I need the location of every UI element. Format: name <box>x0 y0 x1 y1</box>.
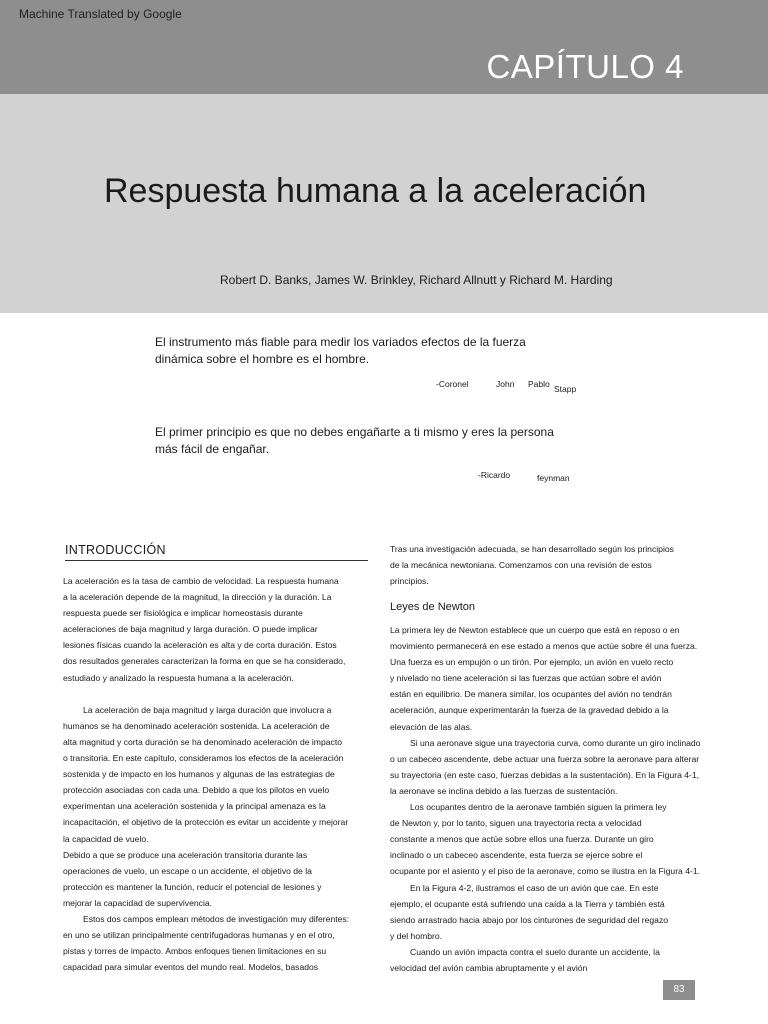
text-line: de la mecánica newtoniana. Comenzamos con una revisión de estos <box>390 560 652 571</box>
text-line: elevación de las alas. <box>390 721 473 732</box>
text-line: protección asociadas con cada una. Debido a que los pilotos en vuelo <box>63 785 330 796</box>
text-line: aceleraciones de baja magnitud y larga duración. O puede implicar <box>63 624 318 635</box>
section-heading-introduccion: INTRODUCCIÓN <box>65 543 368 561</box>
text-line: ocupante por el asiento y el piso de la aeronave, como se ilustra en la Figura 4-1. <box>390 866 701 877</box>
machine-translation-note: Machine Translated by Google <box>19 7 182 21</box>
text-line: lesiones físicas cuando la aceleración es alta y de corta duración. Estos <box>63 640 337 651</box>
left-column-text <box>63 573 375 975</box>
text-line: operaciones de vuelo, un escape o un accidente, el objetivo de la <box>63 865 312 876</box>
text-line: a la aceleración depende de la magnitud, la dirección y la duración. La <box>63 592 332 603</box>
page-number: 83 <box>663 980 695 1000</box>
text-line: de Newton y, por lo tanto, siguen una trayectoria recta a velocidad <box>390 818 642 829</box>
epigraph-attribution: feynman <box>537 473 570 483</box>
text-line: En la Figura 4-2, ilustramos el caso de un avión que cae. En este <box>410 882 659 893</box>
text-line: Cuando un avión impacta contra el suelo durante un accidente, la <box>410 946 660 957</box>
epigraph-attribution: -Coronel <box>436 379 469 389</box>
text-line: y nivelado no tiene aceleración si las fuerzas que actúan sobre el avión <box>390 673 662 684</box>
epigraph-line: más fácil de engañar. <box>155 442 270 456</box>
text-line: en uno se utilizan principalmente centrifugadoras humanas y en el otro, <box>63 930 335 941</box>
epigraph-attribution: John <box>496 379 515 389</box>
text-line: dos resultados generales caracterizan la forma en que se ha considerado, <box>63 656 346 667</box>
text-line: protección es mantener la función, reducir el potencial de lesiones y <box>63 881 322 892</box>
subheading-leyes-de-newton: Leyes de Newton <box>390 601 475 613</box>
text-line: Los ocupantes dentro de la aeronave también siguen la primera ley <box>410 802 667 813</box>
right-column-intro <box>390 541 725 589</box>
text-line: la capacidad de vuelo. <box>63 833 149 844</box>
text-line: La aceleración es la tasa de cambio de velocidad. La respuesta humana <box>63 576 339 586</box>
epigraph-attribution: Stapp <box>554 384 577 394</box>
text-line: sostenida y de impacto en los humanos y algunas de las estrategias de <box>63 769 335 780</box>
right-column-text <box>390 622 725 976</box>
text-line: respuesta puede ser fisiológica e implicar homeostasis durante <box>63 608 303 619</box>
text-line: Estos dos campos emplean métodos de investigación muy diferentes: <box>83 913 350 924</box>
text-line: Debido a que se produce una aceleración transitoria durante las <box>63 849 308 860</box>
text-line: alta magnitud y corta duración se ha denominado aceleración de impacto <box>63 736 342 747</box>
text-line: inclinado o un cabeceo ascendente, esta fuerza se ejerce sobre el <box>390 850 643 861</box>
text-line: la aeronave se inclina debido a las fuerzas de sustentación. <box>390 785 618 796</box>
text-line: La aceleración de baja magnitud y larga duración que involucra a <box>83 704 332 715</box>
text-line: mejorar la capacidad de supervivencia. <box>63 897 213 908</box>
text-line: su trayectoria (en este caso, fuerzas debidas a la sustentación). En la Figura 4-1, <box>390 769 700 780</box>
chapter-label: CAPÍTULO 4 <box>486 48 684 85</box>
text-line: capacidad para simular eventos del mundo real. Modelos, basados <box>63 962 319 973</box>
authors: Robert D. Banks, James W. Brinkley, Richard Allnutt y Richard M. Harding <box>220 273 613 287</box>
text-line: La primera ley de Newton establece que un cuerpo que está en reposo o en <box>390 625 680 635</box>
text-line: siendo arrastrado hacia abajo por los cinturones de seguridad del regazo <box>390 914 669 925</box>
text-line: constante a menos que actúe sobre ellos una fuerza. Durante un giro <box>390 834 654 845</box>
text-line: principios. <box>390 576 429 587</box>
text-line: aceleración, aunque experimentarán la fuerza de la gravedad debido a la <box>390 705 669 716</box>
text-line: pistas y torres de impacto. Ambos enfoques tienen limitaciones en su <box>63 946 327 957</box>
text-line: Si una aeronave sigue una trayectoria curva, como durante un giro inclinado <box>410 737 701 748</box>
text-line: ejemplo, el ocupante está sufriendo una caída a la Tierra y también está <box>390 898 665 909</box>
epigraph-1 <box>155 334 526 368</box>
text-line: velocidad del avión cambia abruptamente y el avión <box>390 962 588 973</box>
epigraph-line: dinámica sobre el hombre es el hombre. <box>155 352 370 366</box>
text-line: Una fuerza es un empujón o un tirón. Por ejemplo, un avión en vuelo recto <box>390 657 674 668</box>
epigraph-line: El primer principio es que no debes engañarte a ti mismo y eres la persona <box>155 425 554 439</box>
chapter-title: Respuesta humana a la aceleración <box>104 172 647 210</box>
text-line: humanos se ha denominado aceleración sostenida. La aceleración de <box>63 720 330 731</box>
text-line: incapacitación, el objetivo de la protección es evitar un accidente y mejorar <box>63 817 349 828</box>
text-line: están en equilibrio. De manera similar, los ocupantes del avión no tendrán <box>390 689 672 700</box>
epigraph-line: El instrumento más fiable para medir los variados efectos de la fuerza <box>155 335 526 349</box>
text-line: experimentan una aceleración sostenida y la principal amenaza es la <box>63 801 326 812</box>
text-line: estudiado y analizado la respuesta humana a la aceleración. <box>63 672 294 683</box>
text-line: o un cabeceo ascendente, debe actuar una fuerza sobre la aeronave para alterar <box>390 753 700 764</box>
epigraph-2 <box>155 424 554 458</box>
text-line: movimiento permanecerá en ese estado a menos que actúe sobre él una fuerza. <box>390 641 698 652</box>
text-line: Tras una investigación adecuada, se han desarrollado según los principios <box>390 544 674 554</box>
epigraph-attribution: Pablo <box>528 379 550 389</box>
text-line: o transitoria. En este capítulo, consideramos los efectos de la aceleración <box>63 753 344 764</box>
blank-line <box>63 686 375 702</box>
text-line: y del hombro. <box>390 930 443 941</box>
epigraph-attribution: -Ricardo <box>478 470 511 480</box>
